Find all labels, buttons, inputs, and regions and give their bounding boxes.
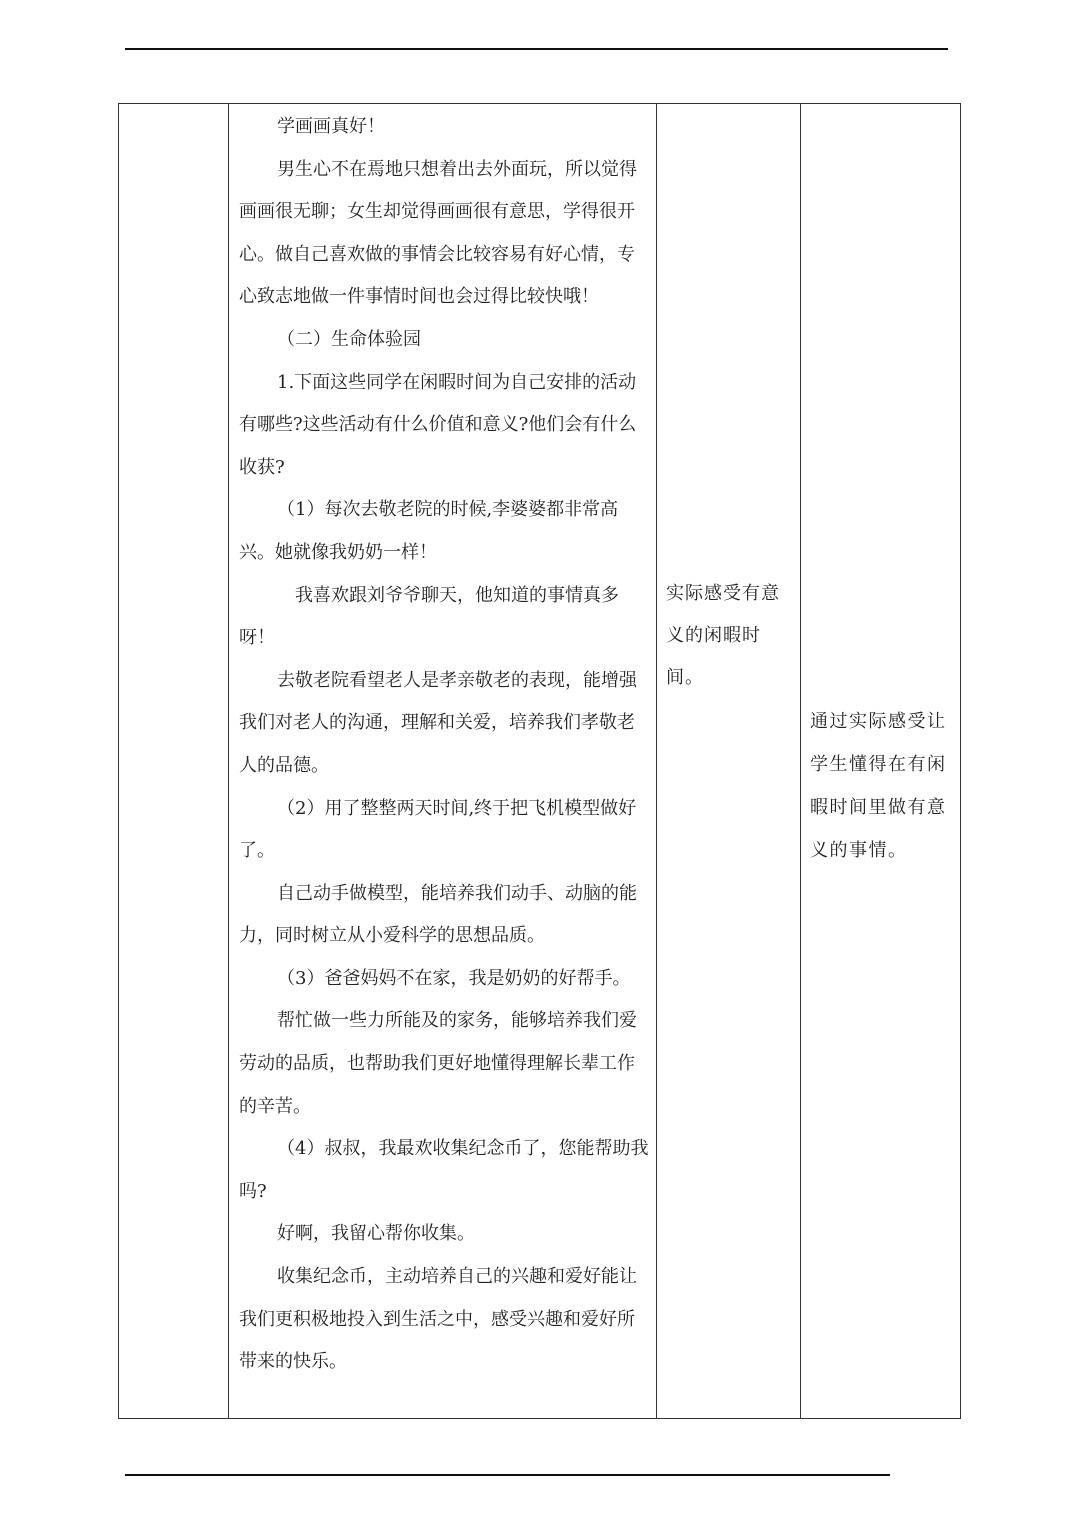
paragraph: （4）叔叔，我最欢收集纪念币了，您能帮助我吗?	[239, 1138, 649, 1202]
footer-rule	[125, 1474, 890, 1476]
paragraph: 去敬老院看望老人是孝亲敬老的表现，能增强我们对老人的沟通，理解和关爱，培养我们孝敬老人的品德。	[239, 669, 637, 776]
paragraph: 收集纪念币，主动培养自己的兴趣和爱好能让我们更积极地投入到生活之中，感受兴趣和爱好所带来的快乐。	[239, 1266, 637, 1373]
header-rule	[125, 48, 948, 50]
paragraph: （1）每次去敬老院的时候,李婆婆都非常高兴。她就像我奶奶一样！	[239, 499, 619, 563]
column-divider	[656, 104, 657, 1418]
column-divider	[228, 104, 229, 1418]
paragraph: 我喜欢跟刘爷爷聊天，他知道的事情真多呀！	[239, 584, 619, 649]
teaching-content-cell	[239, 104, 649, 1384]
paragraph: 学画画真好！	[277, 116, 385, 137]
section-heading: （二）生命体验园	[277, 328, 421, 350]
question: 1.下面这些同学在闲暇时间为自己安排的活动有哪些?这些活动有什么价值和意义?他们会有什么收获?	[239, 371, 637, 478]
paragraph: 男生心不在焉地只想着出去外面玩，所以觉得画画很无聊；女生却觉得画画很有意思，学得很开心。做自己喜欢做的事情会比较容易有好心情，专心致志地做一件事情时间也会过得比较快哦！	[239, 158, 637, 308]
column-divider	[800, 104, 801, 1418]
activity-note-cell: 实际感受有意义的闲暇时间。	[666, 583, 780, 688]
paragraph: （3）爸爸妈妈不在家，我是奶奶的好帮手。	[277, 967, 631, 989]
lesson-table	[118, 103, 961, 1419]
paragraph: （2）用了整整两天时间,终于把飞机模型做好了。	[239, 797, 637, 862]
paragraph: 帮忙做一些力所能及的家务，能够培养我们爱劳动的品质，也帮助我们更好地懂得理解长辈工作的辛苦。	[239, 1010, 637, 1117]
purpose-note-cell: 通过实际感受让学生懂得在有闲暇时间里做有意义的事情。	[810, 711, 947, 861]
paragraph: 好啊，我留心帮你收集。	[277, 1223, 475, 1245]
paragraph: 自己动手做模型，能培养我们动手、动脑的能力，同时树立从小爱科学的思想品质。	[239, 882, 637, 947]
